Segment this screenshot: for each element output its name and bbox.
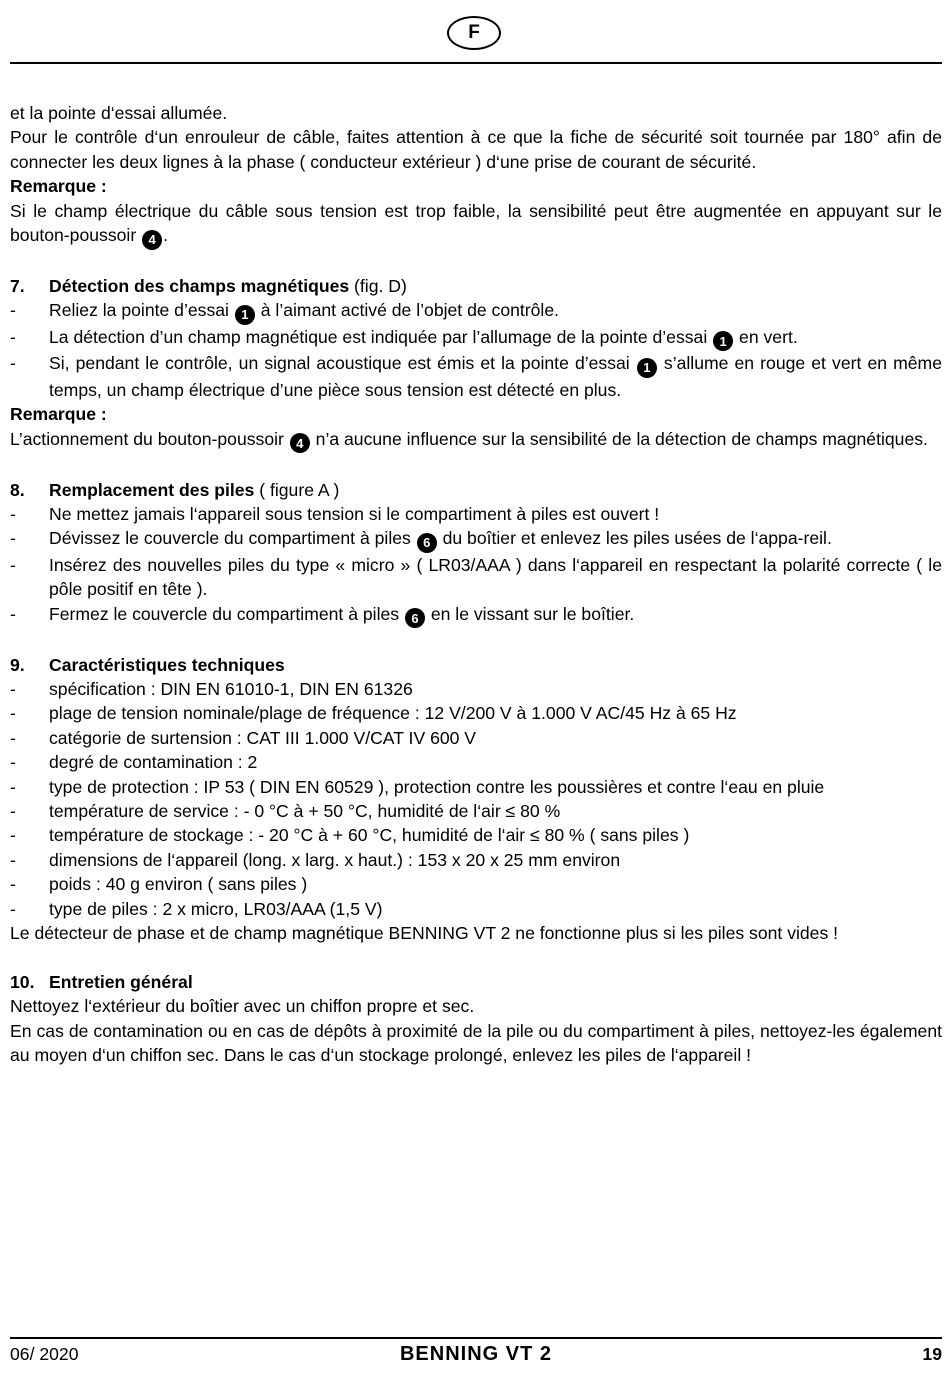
part-number-badge: 6	[405, 608, 425, 628]
list-item: - La détection d’un champ magnétique est indiquée par l’allumage de la pointe d’essai 1 en vert.	[10, 325, 942, 352]
spec-item: - dimensions de l‘appareil (long. x larg. x haut.) : 153 x 20 x 25 mm environ	[10, 849, 621, 870]
spec-item: - type de protection : IP 53 ( DIN EN 60529 ), protection contre les poussières et contre l‘eau en pluie	[10, 776, 825, 797]
list-item: - Si, pendant le contrôle, un signal acoustique est émis et la pointe d’essai 1 s’allume en rouge et vert en même temps, un champ électrique d’une pièce sous tension est détecté en plus.	[10, 353, 942, 400]
part-number-badge: 1	[235, 305, 255, 325]
spec-item: - catégorie de surtension : CAT III 1.000 V/CAT IV 600 V	[10, 727, 477, 748]
part-number-badge: 1	[713, 331, 733, 351]
paragraph: et la pointe d‘essai allumée.	[10, 103, 228, 123]
page-content	[10, 101, 942, 1067]
paragraph: En cas de contamination ou en cas de dépôts à proximité de la pile ou du compartiment à piles, nettoyez-les également au moyen d‘un chiffon sec. Dans le cas d‘un stockage prolongé, enlevez les piles de l‘appareil !	[10, 1020, 942, 1066]
header-rule	[10, 62, 942, 64]
part-number-badge: 1	[637, 358, 657, 378]
list-item: - Insérez des nouvelles piles du type « micro » ( LR03/AAA ) dans l‘appareil en respectant la polarité correcte ( le pôle positif en tête ).	[10, 554, 942, 600]
remark-label: Remarque :	[10, 176, 107, 197]
spec-item: - degré de contamination : 2	[10, 752, 258, 773]
footer-rule	[10, 1337, 942, 1339]
remark-text: L’actionnement du bouton-poussoir 4 n’a aucune influence sur la sensibilité de la détection de champs magnétiques.	[10, 427, 942, 454]
list-item: - Ne mettez jamais l‘appareil sous tension si le compartiment à piles est ouvert !	[10, 503, 660, 524]
remark-label: Remarque :	[10, 404, 107, 425]
paragraph: Nettoyez l‘extérieur du boîtier avec un chiffon propre et sec.	[10, 996, 475, 1017]
footer	[10, 1343, 942, 1365]
paragraph: Le détecteur de phase et de champ magnétique BENNING VT 2 ne fonctionne plus si les piles sont vides !	[10, 923, 839, 944]
remark-text: Si le champ électrique du câble sous tension est trop faible, la sensibilité peut être augmentée en appuyant sur le bouton-poussoir 4 .	[10, 199, 942, 250]
spec-item: - température de service : - 0 °C à + 50 °C, humidité de l‘air ≤ 80 %	[10, 800, 561, 821]
footer-model: BENNING VT 2	[399, 1343, 553, 1365]
part-number-badge: 6	[417, 533, 437, 553]
section-heading: 10. Entretien général	[10, 971, 193, 992]
list-item: - Reliez la pointe d’essai 1 à l’aimant activé de l’objet de contrôle.	[10, 298, 942, 325]
spec-item: - spécification : DIN EN 61010-1, DIN EN 61326	[10, 678, 413, 699]
list-item: - Dévissez le couvercle du compartiment à piles 6 du boîtier et enlevez les piles usées de l‘appa-reil.	[10, 526, 942, 553]
footer-date: 06/ 2020	[10, 1344, 79, 1364]
section-heading: 7. Détection des champs magnétiques (fig. D)	[10, 275, 407, 296]
spec-item: - type de piles : 2 x micro, LR03/AAA (1,5 V)	[10, 898, 383, 919]
section-heading: 9. Caractéristiques techniques	[10, 654, 285, 675]
page-number: 19	[922, 1344, 942, 1364]
part-number-badge: 4	[290, 433, 310, 453]
part-number-badge: 4	[142, 230, 162, 250]
list-item: - Fermez le couvercle du compartiment à piles 6 en le vissant sur le boîtier.	[10, 602, 942, 629]
spec-item: - température de stockage : - 20 °C à + 60 °C, humidité de l‘air ≤ 80 % ( sans piles )	[10, 825, 690, 846]
spec-item: - poids : 40 g environ ( sans piles )	[10, 874, 308, 895]
spec-item: - plage de tension nominale/plage de fréquence : 12 V/200 V à 1.000 V AC/45 Hz à 65 Hz	[10, 703, 737, 724]
language-badge: F	[447, 16, 501, 50]
paragraph: Pour le contrôle d‘un enrouleur de câble, faites attention à ce que la fiche de sécurité soit tournée par 180° afin de connecter les deux lignes à la phase ( conducteur extérieur ) d‘une prise de courant de sécurité.	[10, 127, 942, 172]
section-heading: 8. Remplacement des piles ( figure A )	[10, 479, 340, 500]
